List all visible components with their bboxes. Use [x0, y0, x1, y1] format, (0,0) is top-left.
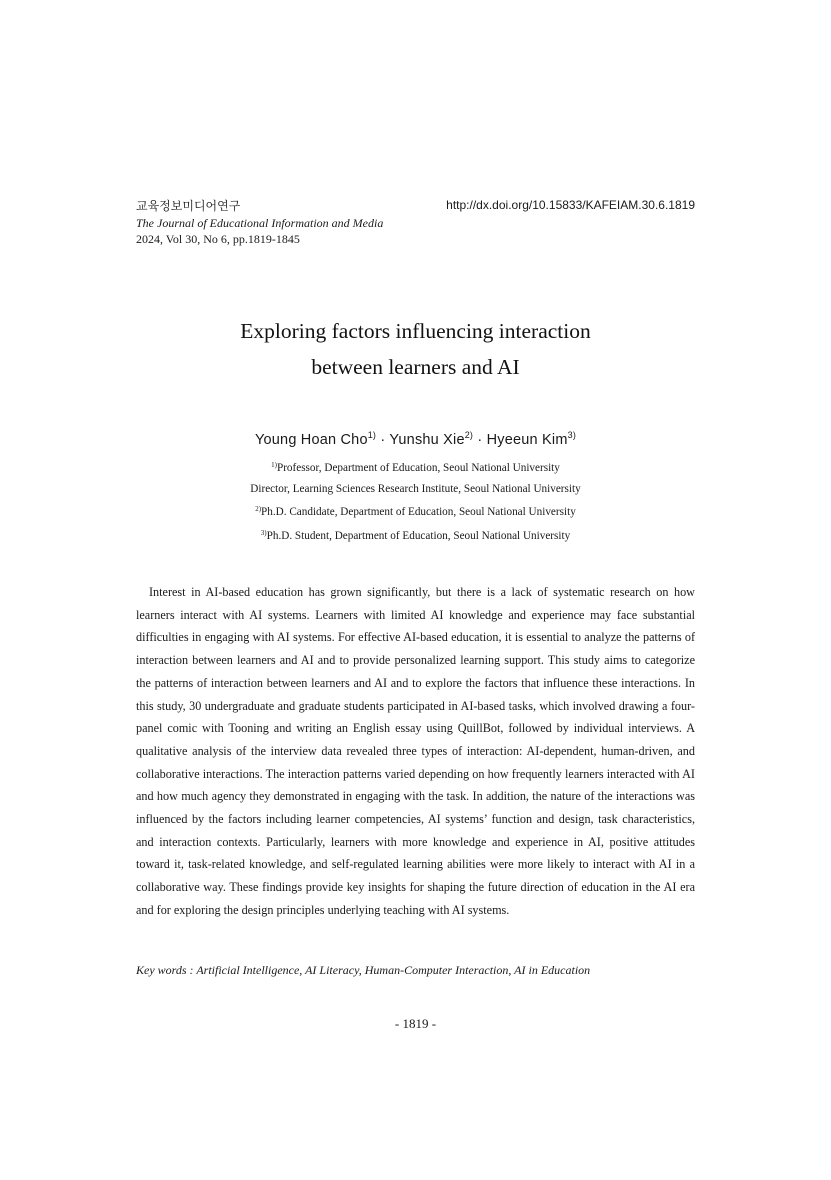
affiliation-mark: 2) — [255, 505, 262, 513]
doi-link[interactable]: http://dx.doi.org/10.15833/KAFEIAM.30.6.1819 — [446, 198, 695, 212]
page-number: - 1819 - — [394, 1016, 437, 1031]
affiliation — [0, 479, 831, 500]
affiliation — [0, 455, 831, 479]
affiliation-list — [0, 455, 831, 546]
affiliation-text: Professor, Department of Education, Seoul National University — [276, 462, 560, 474]
affiliation — [0, 523, 831, 547]
abstract-text: Interest in AI-based education has grown significantly, but there is a lack of systematic research on how learners interact with AI systems. Learners with limited AI knowledge and experience may face substantial difficulties in engaging with AI systems. For effective AI-based education, it is essential to analyze the patterns of interaction between learners and AI and to provide personalized learning support. This study aims to categorize the patterns of interaction between learners and AI and to explore the factors that influence these interactions. In this study, 30 undergraduate and graduate students participated in AI-based tasks, which involved drawing a four-panel comic with Tooning and writing an English essay using QuillBot, followed by individual interviews. A qualitative analysis of the interview data revealed three types of interaction: AI-dependent, human-driven, and collaborative interactions. The interaction patterns varied depending on how frequently learners interacted with AI and how much agency they demonstrated in engaging with the task. In addition, the nature of the interactions was influenced by the factors including learner competencies, AI systems’ function and design, task characteristics, and interaction contexts. Particularly, learners with more knowledge and experience in AI, positive attitudes toward it, task-related knowledge, and self-regulated learning abilities were more likely to interact with AI in a collaborative way. These findings provide key insights for shaping the future direction of education in the AI era and for exploring the design principles underlying teaching with AI systems. — [136, 585, 695, 917]
journal-korean-name: 교육정보미디어연구 — [136, 199, 241, 213]
affiliation-mark: 1) — [271, 461, 277, 469]
journal-header — [136, 198, 383, 248]
author-separator: · — [473, 432, 487, 448]
author-separator: · — [376, 432, 390, 448]
author-mark: 1) — [367, 430, 377, 440]
journal-issue: 2024, Vol 30, No 6, pp.1819-1845 — [136, 232, 300, 246]
affiliation-text: Ph.D. Student, Department of Education, Seoul National University — [266, 529, 571, 542]
paper-title — [0, 313, 831, 385]
author-name: Young Hoan Cho — [254, 432, 368, 448]
title-line-1: Exploring factors influencing interaction — [240, 319, 591, 343]
author-mark: 2) — [464, 430, 474, 440]
keywords: Key words : Artificial Intelligence, AI Literacy, Human-Computer Interaction, AI in Education — [136, 963, 591, 977]
affiliation-text: Ph.D. Candidate, Department of Education, Seoul National University — [261, 506, 576, 518]
author-name: Yunshu Xie — [389, 432, 465, 448]
affiliation-text: Director, Learning Sciences Research Institute, Seoul National University — [250, 482, 581, 495]
journal-english-name: The Journal of Educational Information and Media — [136, 215, 384, 230]
affiliation-mark: 3) — [260, 528, 267, 537]
title-line-2: between learners and AI — [311, 355, 520, 379]
author-list — [0, 430, 831, 448]
author-mark: 3) — [567, 430, 577, 440]
affiliation — [0, 499, 831, 523]
author-name: Hyeeun Kim — [486, 432, 568, 448]
